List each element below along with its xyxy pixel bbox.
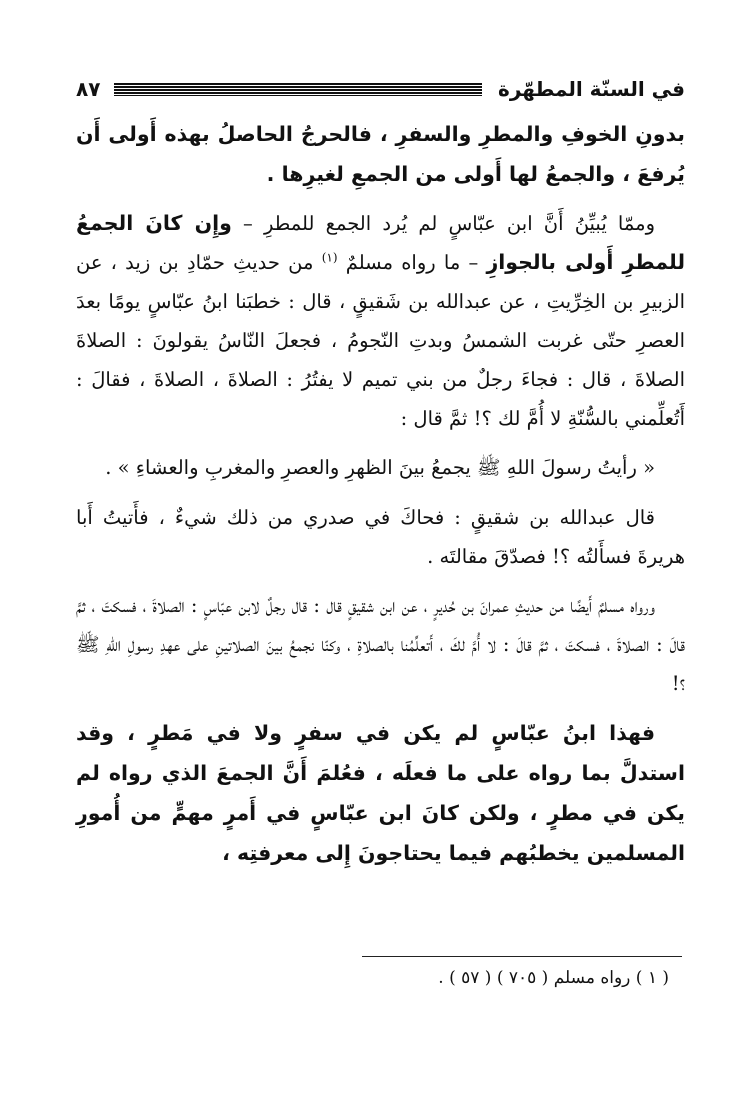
paragraph-5: فهذا ابنُ عبّاسٍ لم يكن في سفرٍ ولا في مَطرٍ ، وقد استدلَّ بما رواه على ما فعلَه ، فعُلمَ أَنَّ الجمعَ الذي رواه لم يكن في مطرٍ ، ولكن كانَ ابن عبّاسٍ في أَمرٍ مهمٍّ من أُمورِ المسلمين يخطبُهم فيما يحتاجونَ إِلى معرفتِه ، [76,721,685,865]
header-rule [114,83,482,96]
running-title: في السنّة المطهّرة [498,77,685,101]
paragraph-2-intro: وممّا يُبيِّنُ أَنَّ ابن عبّاسٍ لم يُرد الجمع للمطرِ – [243,212,655,235]
paragraph-2-attribution: – ما رواه مسلمٌ [345,251,479,274]
footnote: ( ١ ) رواه مسلم ( ٧٠٥ ) ( ٥٧ ) . [438,968,669,988]
paragraph-2 [76,204,685,438]
footnote-reference: (١) [321,250,338,265]
paragraph-3: قال عبدالله بن شقيقٍ : فحاكَ في صدري من ذلك شيءٌ ، فأَتيتُ أَبا هريرةَ فسأَلتُه ؟! فصدّقَ مقالتَه . [76,506,685,568]
hadith-quote: « رأيتُ رسولَ اللهِ ﷺ يجمعُ بينَ الظهرِ والعصرِ والمغربِ والعشاءِ » . [105,456,655,479]
page-header [76,72,685,106]
paragraph-2-bold-clause: وإِن كانَ الجمعُ للمطرِ أَولى بالجوازِ [76,211,686,274]
paragraph-2-body: من حديثِ حمّادِ بن زيد ، عن الزبيرِ بن الخِرِّيتِ ، عن عبدالله بن شَقيقٍ ، قال : خطبَنا ابنُ عبّاسٍ يومًا بعدَ العصرِ حتّى غربت الشمسُ وبدتِ النّجومُ ، فجعلَ النّاسُ يقولونَ : الصلاةَ الصلاةَ ، قال : فجاءَ رجلٌ من بني تميم لا يفتُرُ : الصلاةَ ، الصلاةَ ، فقالَ : أَتُعلِّمني بالسُّنّةِ لا أُمَّ لك ؟! ثمَّ قال : [76,251,685,430]
page-number: ٨٧ [76,77,101,101]
paragraph-4: ورواه مسلمٌ أَيضًا من حديثِ عمرانَ بن حُديرٍ ، عن ابن شقيقٍ قال : قال رجلٌ لابن عبّاسٍ : الصلاةَ ، فسكتَ ، ثمَّ قالَ : الصلاةَ ، فسكتَ ، ثمَّ قالَ : لا أُمَّ لكَ ، أَتعلِّمُنا بالصلاةِ ، وكنّا نجمعُ بينَ الصلاتينِ على عهدِ رسولِ اللهِ ﷺ ؟! [76,594,685,695]
paragraph-1: بدونِ الخوفِ والمطرِ والسفرِ ، فالحرجُ الحاصلُ بهذه أَولى أَن يُرفعَ ، والجمعُ لها أَولى من الجمعِ لغيرِها . [76,122,685,186]
footnote-divider [362,956,682,957]
